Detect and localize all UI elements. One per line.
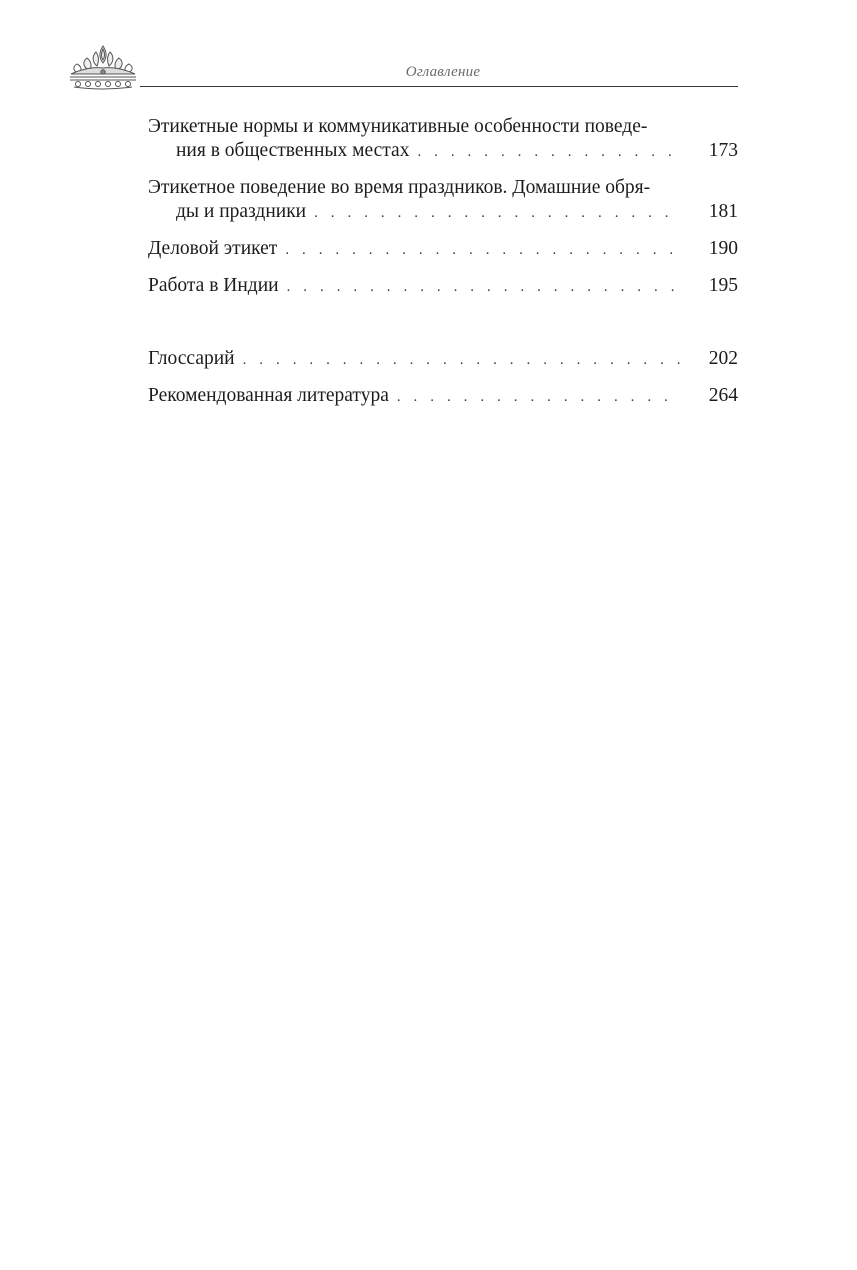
dot-leader bbox=[314, 201, 680, 225]
running-title: Оглавление bbox=[405, 64, 481, 80]
toc-entry-title: Деловой этикет bbox=[148, 238, 278, 259]
toc-page-number: 264 bbox=[708, 385, 738, 406]
toc-entry bbox=[148, 384, 738, 409]
toc-entry-title: Работа в Индии bbox=[148, 275, 279, 296]
toc-entry bbox=[148, 115, 738, 164]
dot-leader bbox=[243, 348, 680, 372]
toc-entry-title-continued: ды и праздники bbox=[176, 201, 307, 222]
toc-page-number: 173 bbox=[708, 140, 738, 161]
toc-entry bbox=[148, 176, 738, 225]
toc-page-number: 190 bbox=[708, 238, 738, 259]
toc-entry bbox=[148, 237, 738, 262]
toc-page-number: 195 bbox=[708, 275, 738, 296]
lotus-ornament-icon bbox=[68, 44, 138, 90]
toc-page-number: 181 bbox=[708, 201, 738, 222]
dot-leader bbox=[417, 140, 680, 164]
toc-entry-title: Рекомендованная литература bbox=[148, 385, 389, 406]
toc-entry-title: Этикетные нормы и коммуникативные особенности поведе- bbox=[148, 116, 648, 137]
toc-page-number: 202 bbox=[708, 348, 738, 369]
dot-leader bbox=[285, 238, 680, 262]
toc-entry-title-continued: ния в общественных местах bbox=[176, 140, 410, 161]
dot-leader bbox=[397, 385, 680, 409]
toc-entry bbox=[148, 347, 738, 372]
toc-entry-title: Этикетное поведение во время праздников. Домашние обря- bbox=[148, 177, 651, 198]
toc-entry bbox=[148, 274, 738, 299]
dot-leader bbox=[287, 275, 680, 299]
toc-entry-title: Глоссарий bbox=[148, 348, 235, 369]
table-of-contents bbox=[148, 115, 738, 421]
header-rule bbox=[140, 86, 738, 87]
